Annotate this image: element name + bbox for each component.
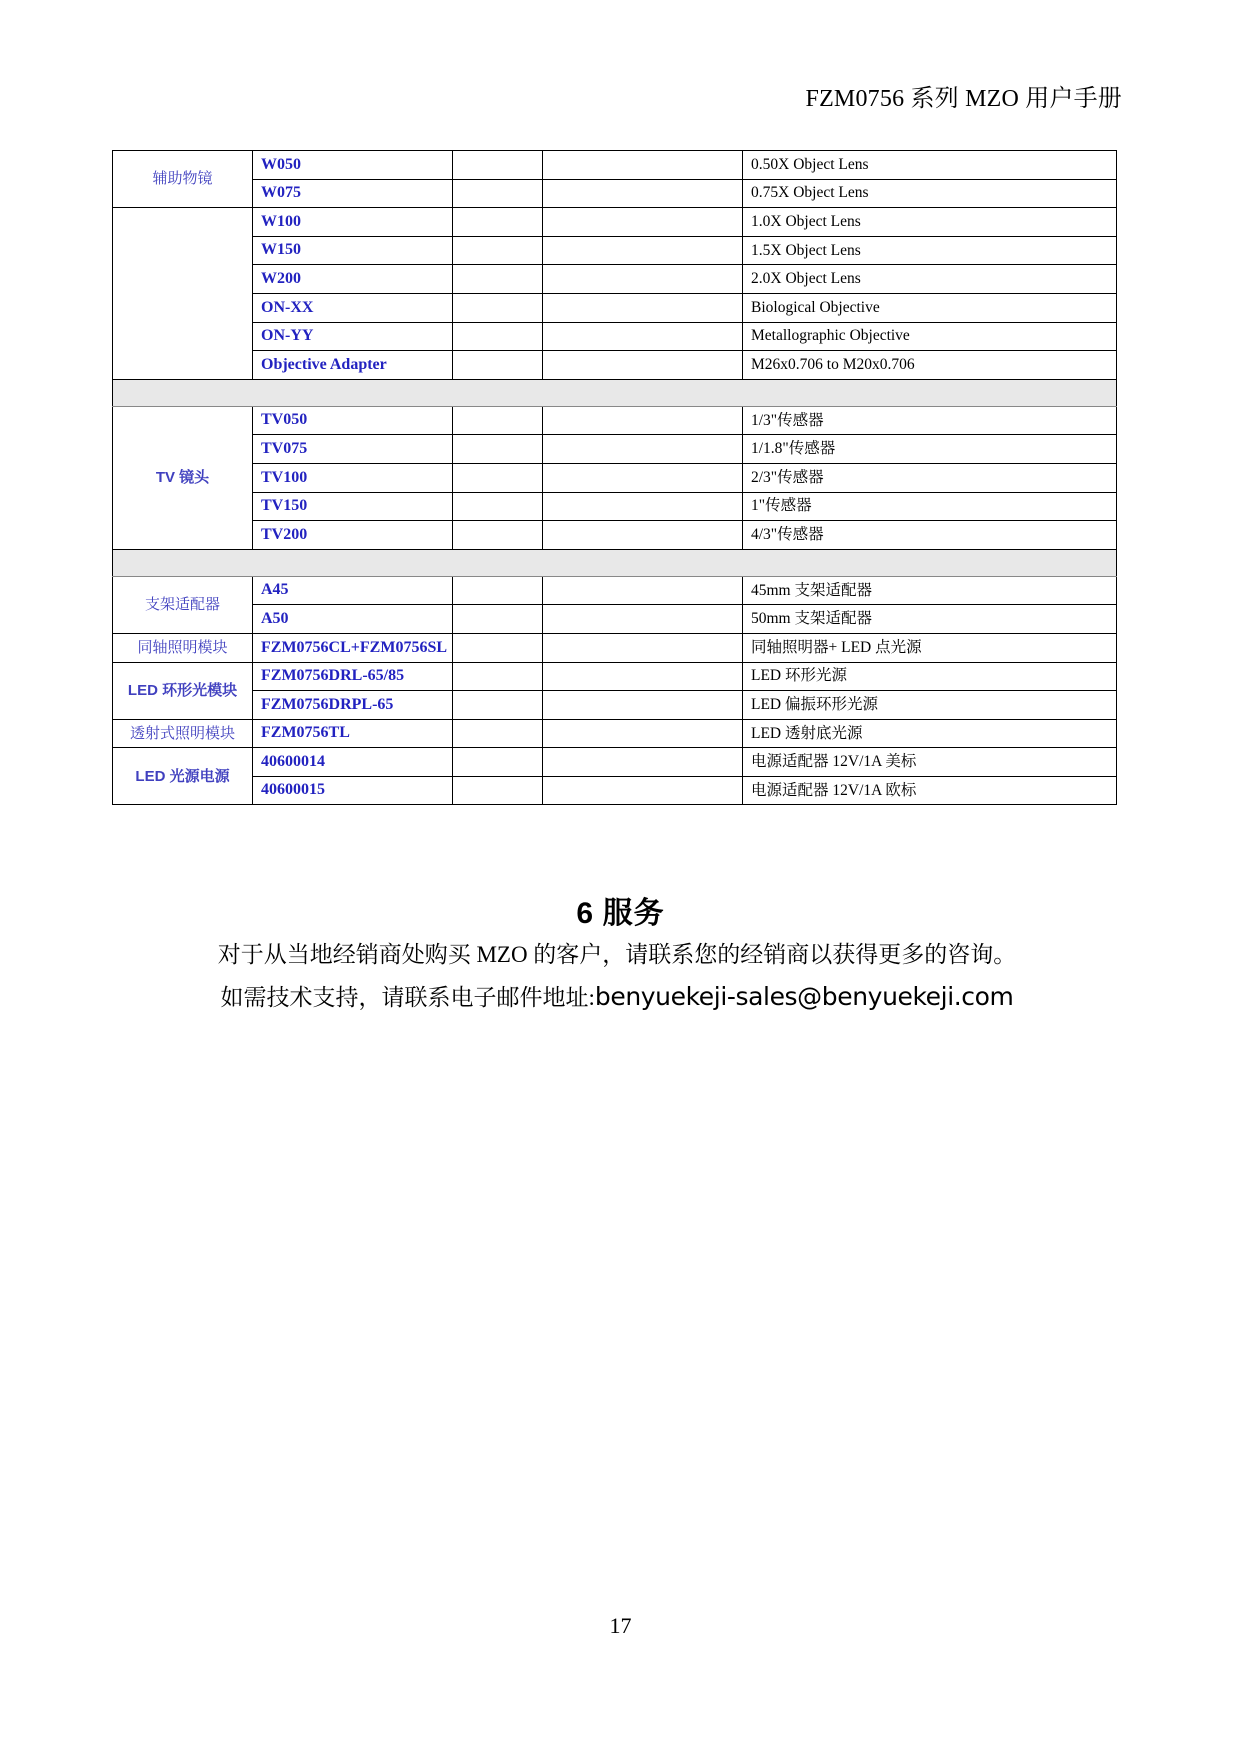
blank-cell-2 [543, 406, 743, 435]
blank-cell-1 [453, 351, 543, 380]
blank-cell-2 [543, 151, 743, 180]
blank-cell-1 [453, 463, 543, 492]
table-row [113, 576, 1117, 605]
table-row [113, 293, 1117, 322]
description-cell: 1.5X Object Lens [743, 236, 1117, 265]
blank-cell-1 [453, 208, 543, 237]
model-cell: W075 [253, 179, 453, 208]
table-row [113, 208, 1117, 237]
blank-cell-2 [543, 293, 743, 322]
description-cell: 2/3"传感器 [743, 463, 1117, 492]
table-row [113, 151, 1117, 180]
category-cell: LED 环形光模块 [113, 662, 253, 719]
category-cell: 辅助物镜 [113, 151, 253, 208]
table-row [113, 605, 1117, 634]
description-cell: 2.0X Object Lens [743, 265, 1117, 294]
table-row [113, 322, 1117, 351]
model-cell: 40600015 [253, 776, 453, 805]
model-cell: TV150 [253, 492, 453, 521]
blank-cell-1 [453, 236, 543, 265]
blank-cell-2 [543, 265, 743, 294]
category-cell: LED 光源电源 [113, 748, 253, 805]
description-cell: 45mm 支架适配器 [743, 576, 1117, 605]
blank-cell-2 [543, 351, 743, 380]
model-cell: ON-XX [253, 293, 453, 322]
description-cell: M26x0.706 to M20x0.706 [743, 351, 1117, 380]
model-cell: ON-YY [253, 322, 453, 351]
table-row [113, 691, 1117, 720]
model-cell: FZM0756TL [253, 719, 453, 748]
table-row [113, 236, 1117, 265]
table-row [113, 463, 1117, 492]
model-cell: A45 [253, 576, 453, 605]
section-separator-row [113, 549, 1117, 576]
blank-cell-1 [453, 633, 543, 662]
blank-cell-1 [453, 662, 543, 691]
blank-cell-2 [543, 605, 743, 634]
blank-cell-1 [453, 265, 543, 294]
model-cell: TV200 [253, 521, 453, 550]
table-row [113, 633, 1117, 662]
blank-cell-1 [453, 691, 543, 720]
table-row [113, 265, 1117, 294]
model-cell: W150 [253, 236, 453, 265]
blank-cell-1 [453, 293, 543, 322]
blank-cell-1 [453, 521, 543, 550]
blank-cell-2 [543, 776, 743, 805]
description-cell: 同轴照明器+ LED 点光源 [743, 633, 1117, 662]
description-cell: LED 透射底光源 [743, 719, 1117, 748]
description-cell: 50mm 支架适配器 [743, 605, 1117, 634]
table-row [113, 406, 1117, 435]
category-cell: TV 镜头 [113, 406, 253, 549]
service-heading-text: 服务 [602, 897, 665, 930]
model-cell: TV100 [253, 463, 453, 492]
model-cell: FZM0756DRPL-65 [253, 691, 453, 720]
blank-cell-2 [543, 521, 743, 550]
table-row [113, 521, 1117, 550]
model-cell: TV050 [253, 406, 453, 435]
category-cell: 支架适配器 [113, 576, 253, 633]
service-paragraph-distributor: 对于从当地经销商处购买 MZO 的客户，请联系您的经销商以获得更多的咨询。 [217, 942, 1017, 967]
blank-cell-2 [543, 322, 743, 351]
support-label: 如需技术支持，请联系电子邮件地址: [220, 985, 595, 1010]
blank-cell-2 [543, 662, 743, 691]
blank-cell-2 [543, 633, 743, 662]
table-row [113, 662, 1117, 691]
blank-cell-2 [543, 236, 743, 265]
table-row [113, 719, 1117, 748]
model-cell: A50 [253, 605, 453, 634]
description-cell: 电源适配器 12V/1A 美标 [743, 748, 1117, 777]
description-cell: 1.0X Object Lens [743, 208, 1117, 237]
category-cell: 同轴照明模块 [113, 633, 253, 662]
model-cell: W100 [253, 208, 453, 237]
model-cell: 40600014 [253, 748, 453, 777]
model-cell: W200 [253, 265, 453, 294]
blank-cell-1 [453, 776, 543, 805]
blank-cell-2 [543, 691, 743, 720]
service-paragraph-support [112, 978, 1122, 1016]
model-cell: FZM0756CL+FZM0756SL [253, 633, 453, 662]
model-cell: TV075 [253, 435, 453, 464]
support-email[interactable]: benyuekeji-sales@benyuekeji.com [594, 982, 1014, 1011]
service-section-heading [0, 888, 1241, 932]
blank-cell-2 [543, 179, 743, 208]
page-number: 17 [609, 1613, 632, 1638]
blank-cell-1 [453, 151, 543, 180]
table-row [113, 748, 1117, 777]
table-row [113, 435, 1117, 464]
description-cell: LED 偏振环形光源 [743, 691, 1117, 720]
blank-cell-1 [453, 748, 543, 777]
blank-cell-2 [543, 576, 743, 605]
blank-cell-2 [543, 748, 743, 777]
table-row [113, 351, 1117, 380]
description-cell: Biological Objective [743, 293, 1117, 322]
accessory-spec-table [112, 150, 1117, 805]
blank-cell-2 [543, 492, 743, 521]
table-row [113, 492, 1117, 521]
model-cell: W050 [253, 151, 453, 180]
section-separator-cell [113, 379, 1117, 406]
blank-cell-2 [543, 463, 743, 492]
blank-cell-1 [453, 492, 543, 521]
service-heading-number: 6 [576, 897, 595, 930]
description-cell: LED 环形光源 [743, 662, 1117, 691]
description-cell: 0.50X Object Lens [743, 151, 1117, 180]
running-header: FZM0756 系列 MZO 用户手册 [805, 86, 1122, 112]
section-separator-row [113, 379, 1117, 406]
blank-cell-1 [453, 435, 543, 464]
description-cell: 1/1.8"传感器 [743, 435, 1117, 464]
blank-cell-2 [543, 208, 743, 237]
blank-cell-1 [453, 406, 543, 435]
blank-cell-2 [543, 719, 743, 748]
blank-cell-1 [453, 719, 543, 748]
description-cell: 0.75X Object Lens [743, 179, 1117, 208]
description-cell: 1/3"传感器 [743, 406, 1117, 435]
description-cell: 电源适配器 12V/1A 欧标 [743, 776, 1117, 805]
table-row [113, 776, 1117, 805]
section-separator-cell [113, 549, 1117, 576]
blank-cell-1 [453, 576, 543, 605]
category-cell [113, 208, 253, 380]
blank-cell-1 [453, 179, 543, 208]
model-cell: FZM0756DRL-65/85 [253, 662, 453, 691]
category-cell: 透射式照明模块 [113, 719, 253, 748]
description-cell: 4/3"传感器 [743, 521, 1117, 550]
blank-cell-1 [453, 605, 543, 634]
blank-cell-1 [453, 322, 543, 351]
description-cell: Metallographic Objective [743, 322, 1117, 351]
description-cell: 1"传感器 [743, 492, 1117, 521]
table-row [113, 179, 1117, 208]
blank-cell-2 [543, 435, 743, 464]
model-cell: Objective Adapter [253, 351, 453, 380]
